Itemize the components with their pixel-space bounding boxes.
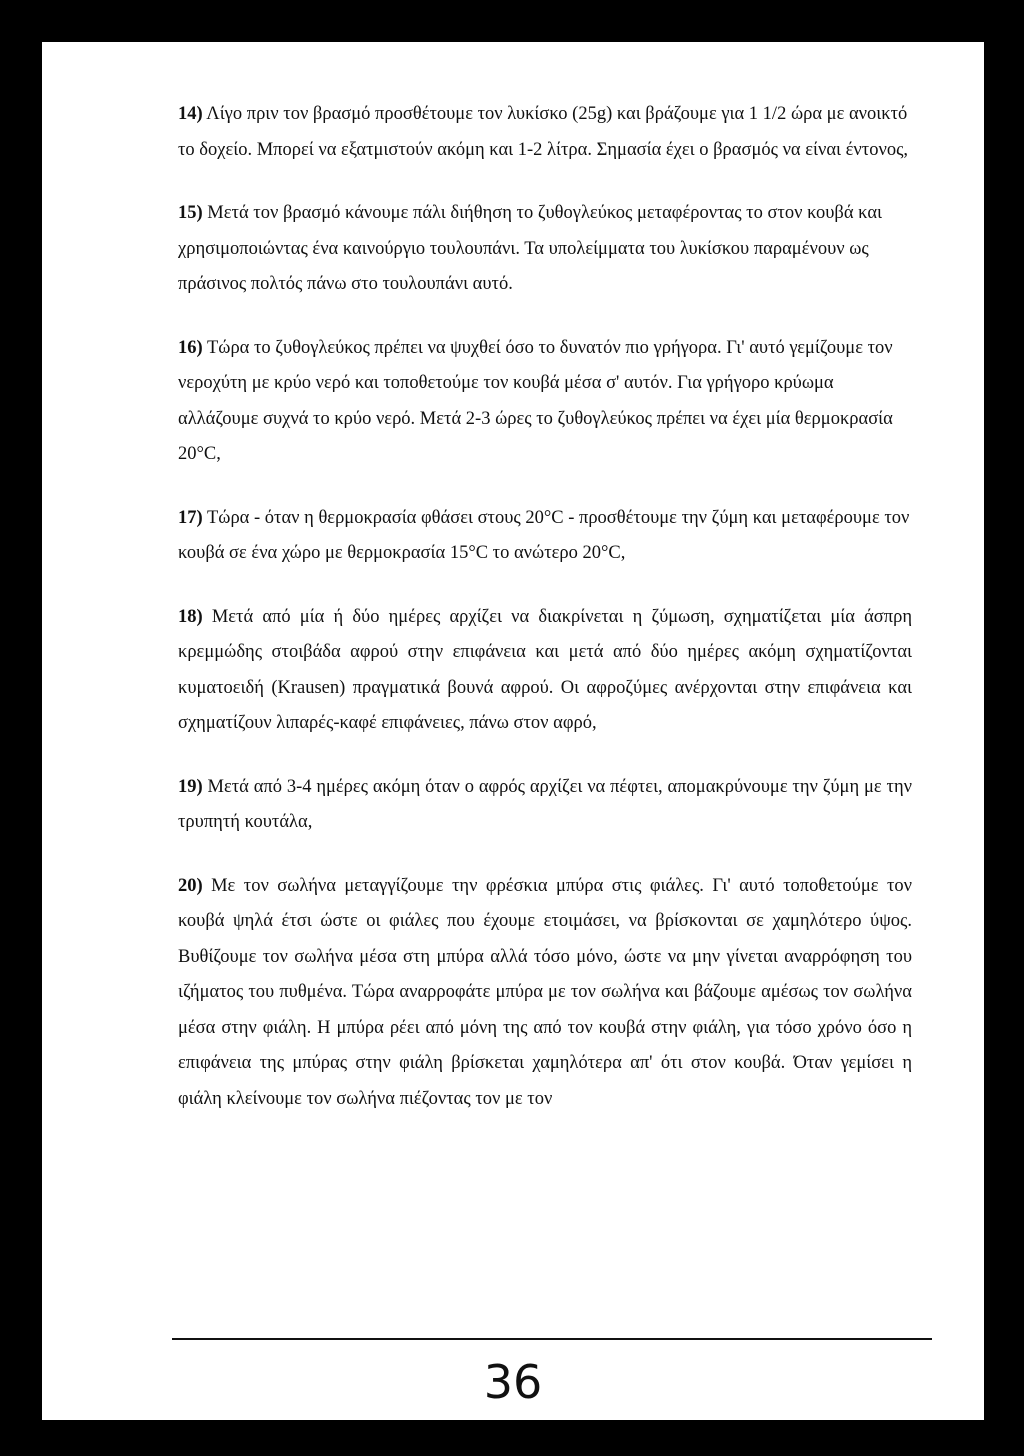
paragraph-text: Μετά από 3-4 ημέρες ακόμη όταν ο αφρός αρχίζει να πέφτει, απομακρύνουμε την ζύμη με την τρυπητή κουτάλα, <box>178 776 912 832</box>
paragraph-text: Μετά τον βρασμό κάνουμε πάλι διήθηση το ζυθογλεύκος μεταφέροντας το στον κουβά και χρησιμοποιώντας ένα καινούργιο τουλουπάνι. Τα υπολείμματα του λυκίσκου παραμένουν ως πράσινος πολτός πάνω στο τουλουπάνι αυτό. <box>178 203 882 294</box>
paragraph-15 <box>178 196 912 303</box>
paragraph-number: 18) <box>178 606 203 627</box>
paragraph-text: Τώρα - όταν η θερμοκρασία φθάσει στους 20°C - προσθέτουμε την ζύμη και μεταφέρουμε τον κουβά σε ένα χώρο με θερμοκρασία 15°C το ανώτερο 20°C, <box>178 507 910 563</box>
document-body <box>178 97 912 1145</box>
paragraph-17 <box>178 501 912 572</box>
paragraph-20 <box>178 869 912 1118</box>
document-page <box>42 42 984 1420</box>
paragraph-number: 14) <box>178 104 203 124</box>
paragraph-19 <box>178 770 912 841</box>
paragraph-number: 15) <box>178 203 203 223</box>
footer-rule <box>172 1338 932 1340</box>
paragraph-16 <box>178 331 912 473</box>
paragraph-14 <box>178 97 912 168</box>
paragraph-18 <box>178 600 912 742</box>
paragraph-text: Με τον σωλήνα μεταγγίζουμε την φρέσκια μπύρα στις φιάλες. Γι' αυτό τοποθετούμε τον κουβά ψηλά έτσι ώστε οι φιάλες που έχουμε ετοιμάσει, να βρίσκονται σε χαμηλότερο ύψος. Βυθίζουμε τον σωλήνα μέσα στη μπύρα αλλά τόσο μόνο, ώστε να μην γίνεται αναρρόφηση του ιζήματος του πυθμένα. Τώρα αναρροφάτε μπύρα με τον σωλήνα και βάζουμε αμέσως τον σωλήνα μέσα στην φιάλη. Η μπύρα ρέει από μόνη της από τον κουβά στην φιάλη, για τόσο χρόνο όσο η επιφάνεια της μπύρας στην φιάλη βρίσκεται χαμηλότερα απ' ότι στον κουβά. Όταν γεμίσει η φιάλη κλείνουμε τον σωλήνα πιέζοντας τον με τον <box>178 875 912 1109</box>
paragraph-number: 16) <box>178 337 203 358</box>
paragraph-text: Λίγο πριν τον βρασμό προσθέτουμε τον λυκίσκο (25g) και βράζουμε για 1 1/2 ώρα με ανοικτό το δοχείο. Μπορεί να εξατμιστούν ακόμη και 1-2 λίτρα. Σημασία έχει ο βρασμός να είναι έντονος, <box>178 104 909 160</box>
paragraph-text: Μετά από μία ή δύο ημέρες αρχίζει να διακρίνεται η ζύμωση, σχηματίζεται μία άσπρη κρεμμώδης στοιβάδα αφρού στην επιφάνεια και μετά από δύο ημέρες ακόμη σχηματίζονται κυματοειδή (Krausen) πραγματικά βουνά αφρού. Οι αφροζύμες ανέρχονται στην επιφάνεια και σχηματίζουν λιπαρές-καφέ επιφάνειες, πάνω στον αφρό, <box>178 606 913 733</box>
paragraph-number: 20) <box>178 875 203 896</box>
paragraph-number: 19) <box>178 776 203 797</box>
paragraph-text: Τώρα το ζυθογλεύκος πρέπει να ψυχθεί όσο το δυνατόν πιο γρήγορα. Γι' αυτό γεμίζουμε τον νεροχύτη με κρύο νερό και τοποθετούμε τον κουβά μέσα σ' αυτόν. Για γρήγορο κρύωμα αλλάζουμε συχνά το κρύο νερό. Μετά 2-3 ώρες το ζυθογλεύκος πρέπει να έχει μία θερμοκρασία 20°C, <box>178 337 893 464</box>
paragraph-number: 17) <box>178 507 203 528</box>
page-number: 36 <box>483 1355 543 1409</box>
